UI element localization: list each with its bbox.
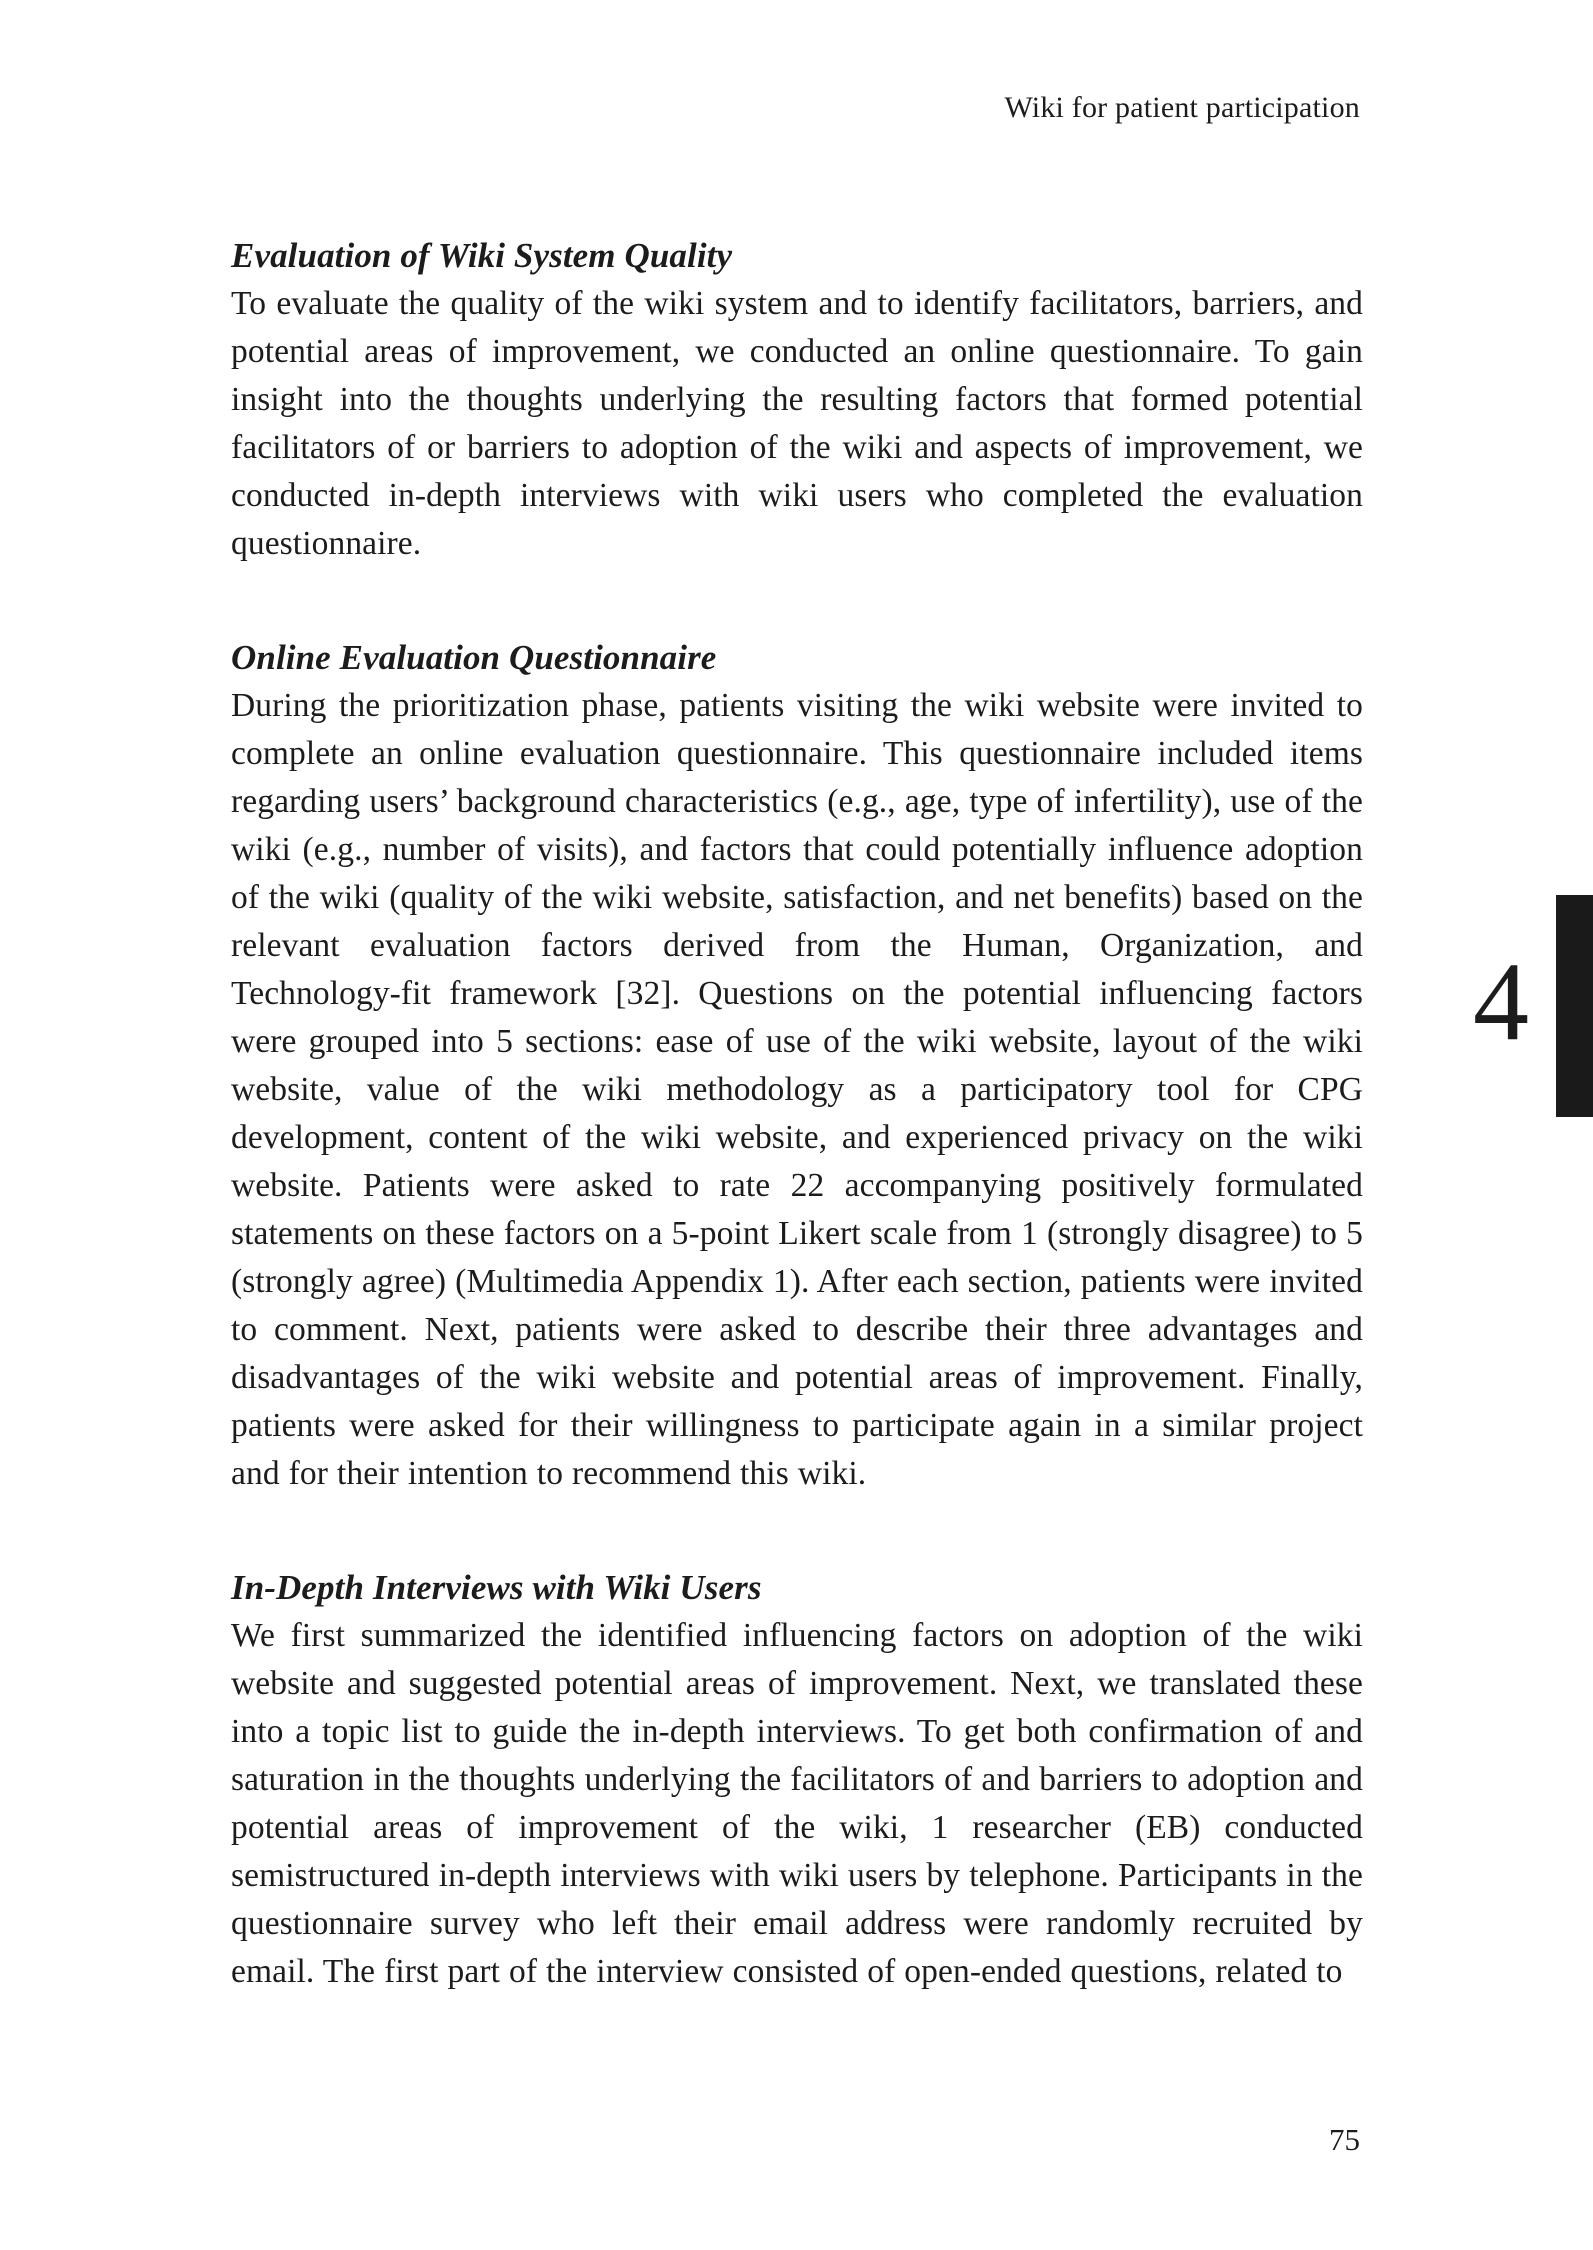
section-in-depth-interviews-with-wiki-users bbox=[231, 1564, 1363, 1996]
section-paragraph: During the prioritization phase, patients visiting the wiki website were invited to complete an online evaluation questionnaire. This questionnaire included items regarding users’ background characteristics (e.g., age, type of infertility), use of the wiki (e.g., number of visits), and factors that could potentially influence adoption of the wiki (quality of the wiki website, satisfaction, and net benefits) based on the relevant evaluation factors derived from the Human, Organization, and Technology-fit framework [32]. Questions on the potential influencing factors were grouped into 5 sections: ease of use of the wiki website, layout of the wiki website, value of the wiki methodology as a participatory tool for CPG development, content of the wiki website, and experienced privacy on the wiki website. Patients were asked to rate 22 accompanying positively formulated statements on these factors on a 5-point Likert scale from 1 (strongly disagree) to 5 (strongly agree) (Multimedia Appendix 1). After each section, patients were invited to comment. Next, patients were asked to describe their three advantages and disadvantages of the wiki website and potential areas of improvement. Finally, patients were asked for their willingness to participate again in a similar project and for their intention to recommend this wiki. bbox=[231, 687, 1363, 1492]
section-evaluation-of-wiki-system-quality bbox=[231, 232, 1363, 568]
chapter-number: 4 bbox=[1473, 940, 1529, 1064]
page-content bbox=[231, 232, 1363, 1996]
page-number: 75 bbox=[1329, 2122, 1360, 2157]
section-paragraph: We first summarized the identified influencing factors on adoption of the wiki website and suggested potential areas of improvement. Next, we translated these into a topic list to guide the in-depth interviews. To get both confirmation of and saturation in the thoughts underlying the facilitators of and barriers to adoption and potential areas of improvement of the wiki, 1 researcher (EB) conducted semistructured in-depth interviews with wiki users by telephone. Participants in the questionnaire survey who left their email address were randomly recruited by email. The first part of the interview consisted of open-ended questions, related to bbox=[231, 1617, 1363, 1990]
section-online-evaluation-questionnaire bbox=[231, 634, 1363, 1498]
section-heading: Online Evaluation Questionnaire bbox=[231, 638, 717, 677]
section-paragraph: To evaluate the quality of the wiki system and to identify facilitators, barriers, and potential areas of improvement, we conducted an online questionnaire. To gain insight into the thoughts underlying the resulting factors that formed potential facilitators of or barriers to adoption of the wiki and aspects of improvement, we conducted in-depth interviews with wiki users who completed the evaluation questionnaire. bbox=[231, 285, 1363, 562]
chapter-tab bbox=[1473, 895, 1593, 1117]
chapter-tab-bar bbox=[1556, 895, 1593, 1117]
section-heading: Evaluation of Wiki System Quality bbox=[231, 236, 733, 275]
running-header: Wiki for patient participation bbox=[1004, 91, 1360, 124]
section-heading: In-Depth Interviews with Wiki Users bbox=[231, 1568, 762, 1607]
